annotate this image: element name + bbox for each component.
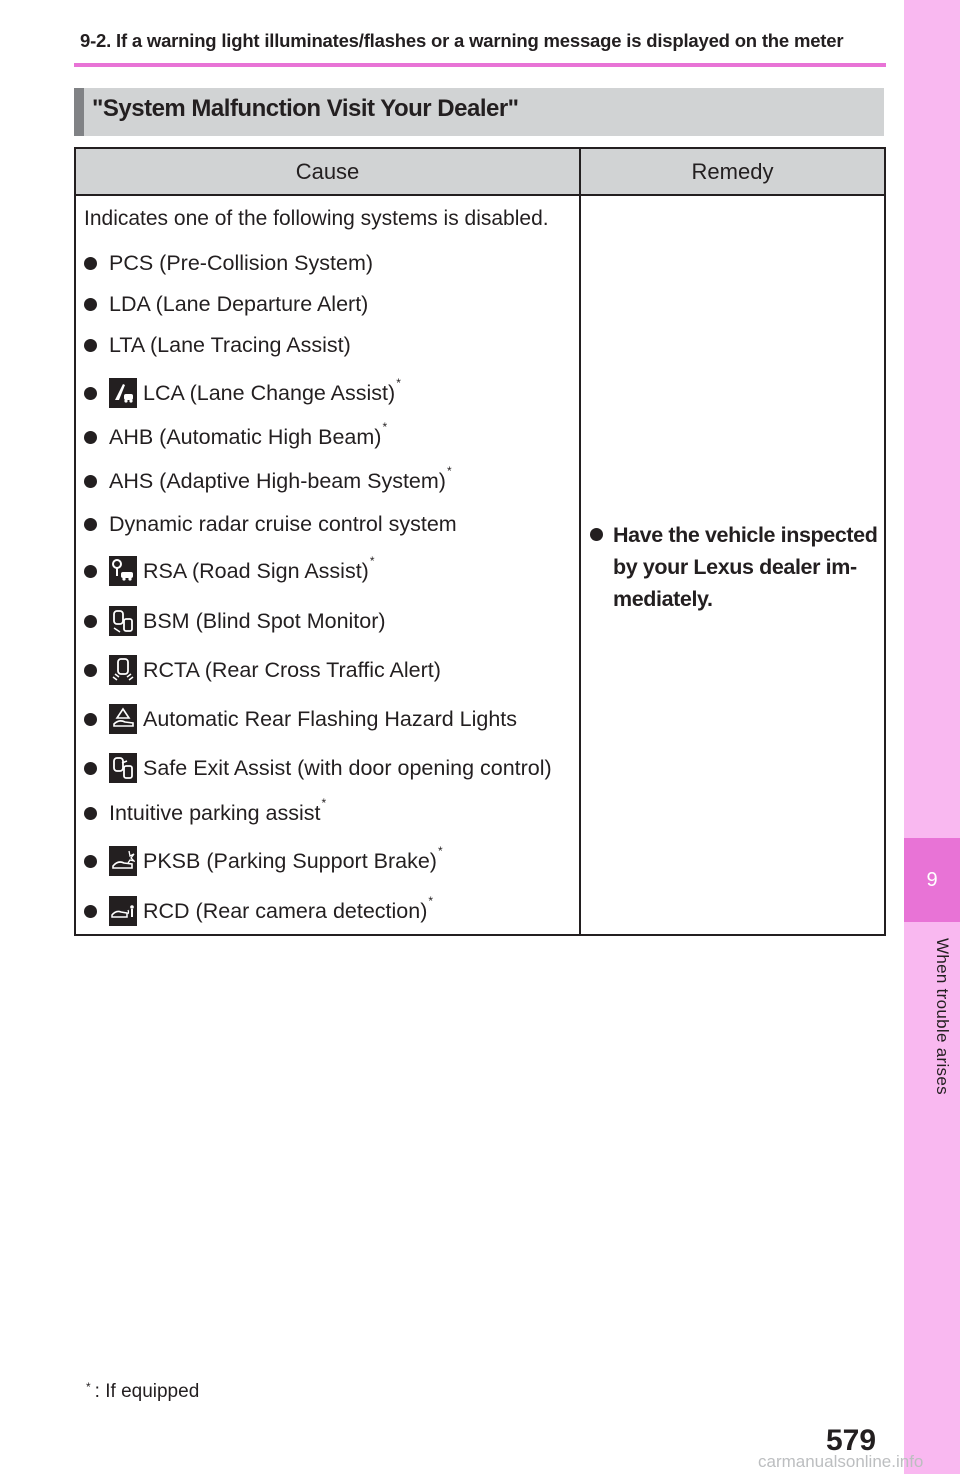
cause-remedy-table (74, 147, 886, 936)
footnote (86, 1381, 199, 1403)
footnote-marker: * (369, 554, 375, 568)
footnote-marker: * (446, 464, 452, 478)
item-label: AHB (Automatic High Beam) (109, 424, 382, 449)
footnote-marker: * (321, 796, 327, 810)
item-label: Intuitive parking assist (109, 800, 321, 825)
list-item (84, 378, 401, 408)
item-label: RCTA (Rear Cross Traffic Alert) (143, 657, 441, 682)
footnote-marker: * (396, 376, 401, 390)
item-label: Safe Exit Assist (with door opening control) (143, 755, 552, 780)
list-item (84, 896, 433, 926)
list-item (84, 248, 373, 278)
list-item (84, 798, 326, 828)
section-title: "System Malfunction Visit Your Dealer" (92, 95, 519, 122)
hazard-icon (109, 704, 137, 734)
bullet-icon (84, 298, 97, 311)
list-item (84, 556, 375, 586)
section-title-accent (74, 88, 84, 136)
watermark: carmanualsonline.info (758, 1452, 924, 1471)
side-tab-upper (904, 0, 960, 838)
bullet-icon (84, 565, 97, 578)
running-head: 9-2. If a warning light illuminates/flashes or a warning message is displayed on the meter (80, 30, 844, 51)
bullet-icon (84, 615, 97, 628)
header-cause: Cause (295, 158, 360, 184)
bullet-icon (84, 713, 97, 726)
bullet-icon (84, 855, 97, 868)
item-label: PCS (Pre-Collision System) (109, 250, 374, 275)
header-remedy: Remedy (691, 158, 774, 184)
bullet-icon (84, 257, 97, 270)
list-item (84, 655, 441, 685)
item-label: Dynamic radar cruise control system (109, 511, 457, 536)
list-item (84, 422, 387, 452)
bullet-icon (84, 518, 97, 531)
item-label: PKSB (Parking Support Brake) (143, 848, 437, 873)
remedy-text: Have the vehicle inspected by your Lexus dealer im-mediately. (613, 523, 878, 611)
lca-icon (109, 378, 137, 408)
footnote-star: * (86, 1380, 91, 1394)
item-label: LTA (Lane Tracing Assist) (109, 332, 351, 357)
footnote-marker: * (428, 894, 434, 908)
list-item (84, 466, 452, 496)
pksb-icon (109, 846, 137, 876)
bullet-icon (590, 528, 603, 541)
bullet-icon (84, 807, 97, 820)
chapter-label: When trouble arises (933, 938, 952, 1095)
safe-exit-icon (109, 753, 137, 783)
bsm-icon (109, 606, 137, 636)
list-item (84, 509, 457, 539)
header-rule (74, 63, 886, 67)
bullet-icon (84, 905, 97, 918)
bullet-icon (84, 475, 97, 488)
item-label: AHS (Adaptive High-beam System) (109, 468, 446, 493)
item-label: LCA (Lane Change Assist) (143, 380, 396, 405)
list-item (84, 846, 443, 876)
bullet-icon (84, 387, 97, 400)
chapter-number-tab: 9 (904, 838, 960, 922)
item-label: Automatic Rear Flashing Hazard Lights (143, 706, 518, 731)
bullet-icon (84, 431, 97, 444)
table-header-row (76, 149, 884, 196)
bullet-icon (84, 339, 97, 352)
item-label: RSA (Road Sign Assist) (143, 558, 369, 583)
footnote-marker: * (382, 420, 388, 434)
footnote-marker: * (437, 844, 443, 858)
item-label: BSM (Blind Spot Monitor) (143, 608, 386, 633)
page-number: 579 (826, 1424, 877, 1457)
column-divider (579, 149, 581, 934)
cause-intro: Indicates one of the following systems is disabled. (84, 207, 549, 230)
list-item (84, 330, 351, 360)
footnote-text: : If equipped (94, 1381, 200, 1402)
item-label: RCD (Rear camera detection) (143, 898, 428, 923)
rcta-icon (109, 655, 137, 685)
list-item (84, 704, 517, 734)
list-item (84, 606, 386, 636)
bullet-icon (84, 762, 97, 775)
list-item (84, 289, 368, 319)
list-item (84, 753, 552, 783)
item-label: LDA (Lane Departure Alert) (109, 291, 369, 316)
remedy-cell (590, 519, 882, 615)
rcd-icon (109, 896, 137, 926)
rsa-icon (109, 556, 137, 586)
bullet-icon (84, 664, 97, 677)
